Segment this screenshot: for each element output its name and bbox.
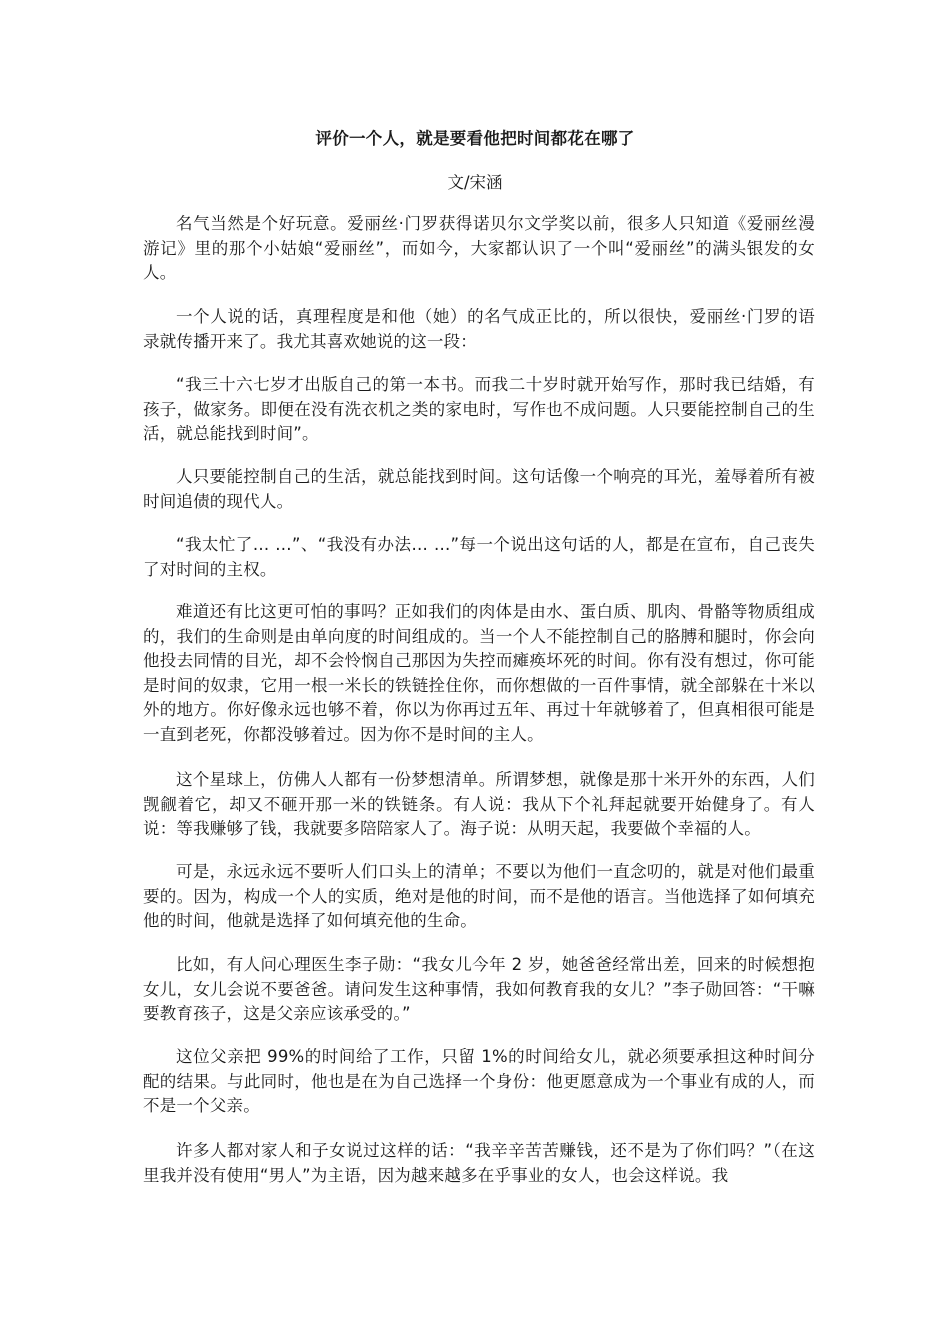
article-title: 评价一个人，就是要看他把时间都花在哪了 bbox=[315, 129, 635, 148]
paragraph-4: 人只要能控制自己的生活，就总能找到时间。这句话像一个响亮的耳光，羞辱着所有被时间追债的现代人。 bbox=[143, 467, 815, 511]
article-author: 文/宋涵 bbox=[447, 173, 503, 192]
paragraph-3-quote: “我三十六七岁才出版自己的第一本书。而我二十岁时就开始写作，那时我已结婚，有孩子，做家务。即便在没有洗衣机之类的家电时，写作也不成问题。人只要能控制自己的生活，就总能找到时间”。 bbox=[143, 375, 815, 443]
paragraph-6: 难道还有比这更可怕的事吗？正如我们的肉体是由水、蛋白质、肌肉、骨骼等物质组成的，我们的生命则是由单向度的时间组成的。当一个人不能控制自己的胳膊和腿时，你会向他投去同情的目光，却不会怜悯自己那因为失控而瘫痪坏死的时间。你有没有想过，你可能是时间的奴隶，它用一根一米长的铁链拴住你，而你想做的一百件事情，就全部躲在十米以外的地方。你好像永远也够不着，你以为你再过五年、再过十年就够着了，但真相很可能是一直到老死，你都没够着过。因为你不是时间的主人。 bbox=[143, 602, 815, 744]
paragraph-5: “我太忙了… …”、“我没有办法… …”每一个说出这句话的人，都是在宣布，自己丧失了对时间的主权。 bbox=[143, 535, 815, 579]
paragraph-11: 许多人都对家人和子女说过这样的话：“我辛辛苦苦赚钱，还不是为了你们吗？”（在这里我并没有使用“男人”为主语，因为越来越多在乎事业的女人，也会这样说。我 bbox=[143, 1141, 815, 1185]
paragraph-2: 一个人说的话，真理程度是和他（她）的名气成正比的，所以很快，爱丽丝·门罗的语录就传播开来了。我尤其喜欢她说的这一段： bbox=[143, 307, 815, 351]
paragraph-7: 这个星球上，仿佛人人都有一份梦想清单。所谓梦想，就像是那十米开外的东西，人们觊觎着它，却又不砸开那一米的铁链条。有人说：我从下个礼拜起就要开始健身了。有人说：等我赚够了钱，我就要多陪陪家人了。海子说：从明天起，我要做个幸福的人。 bbox=[143, 770, 815, 838]
paragraph-8: 可是，永远永远不要听人们口头上的清单；不要以为他们一直念叨的，就是对他们最重要的。因为，构成一个人的实质，绝对是他的时间，而不是他的语言。当他选择了如何填充他的时间，他就是选择了如何填充他的生命。 bbox=[143, 862, 815, 930]
paragraph-1: 名气当然是个好玩意。爱丽丝·门罗获得诺贝尔文学奖以前，很多人只知道《爱丽丝漫游记》里的那个小姑娘“爱丽丝”，而如今，大家都认识了一个叫“爱丽丝”的满头银发的女人。 bbox=[143, 214, 815, 282]
paragraph-10: 这位父亲把 99%的时间给了工作，只留 1%的时间给女儿，就必须要承担这种时间分配的结果。与此同时，他也是在为自己选择一个身份：他更愿意成为一个事业有成的人，而不是一个父亲。 bbox=[143, 1047, 815, 1115]
paragraph-9: 比如，有人问心理医生李子勋：“我女儿今年 2 岁，她爸爸经常出差，回来的时候想抱女儿，女儿会说不要爸爸。请问发生这种事情，我如何教育我的女儿？”李子勋回答：“干嘛要教育孩子，这是父亲应该承受的。” bbox=[143, 955, 815, 1023]
